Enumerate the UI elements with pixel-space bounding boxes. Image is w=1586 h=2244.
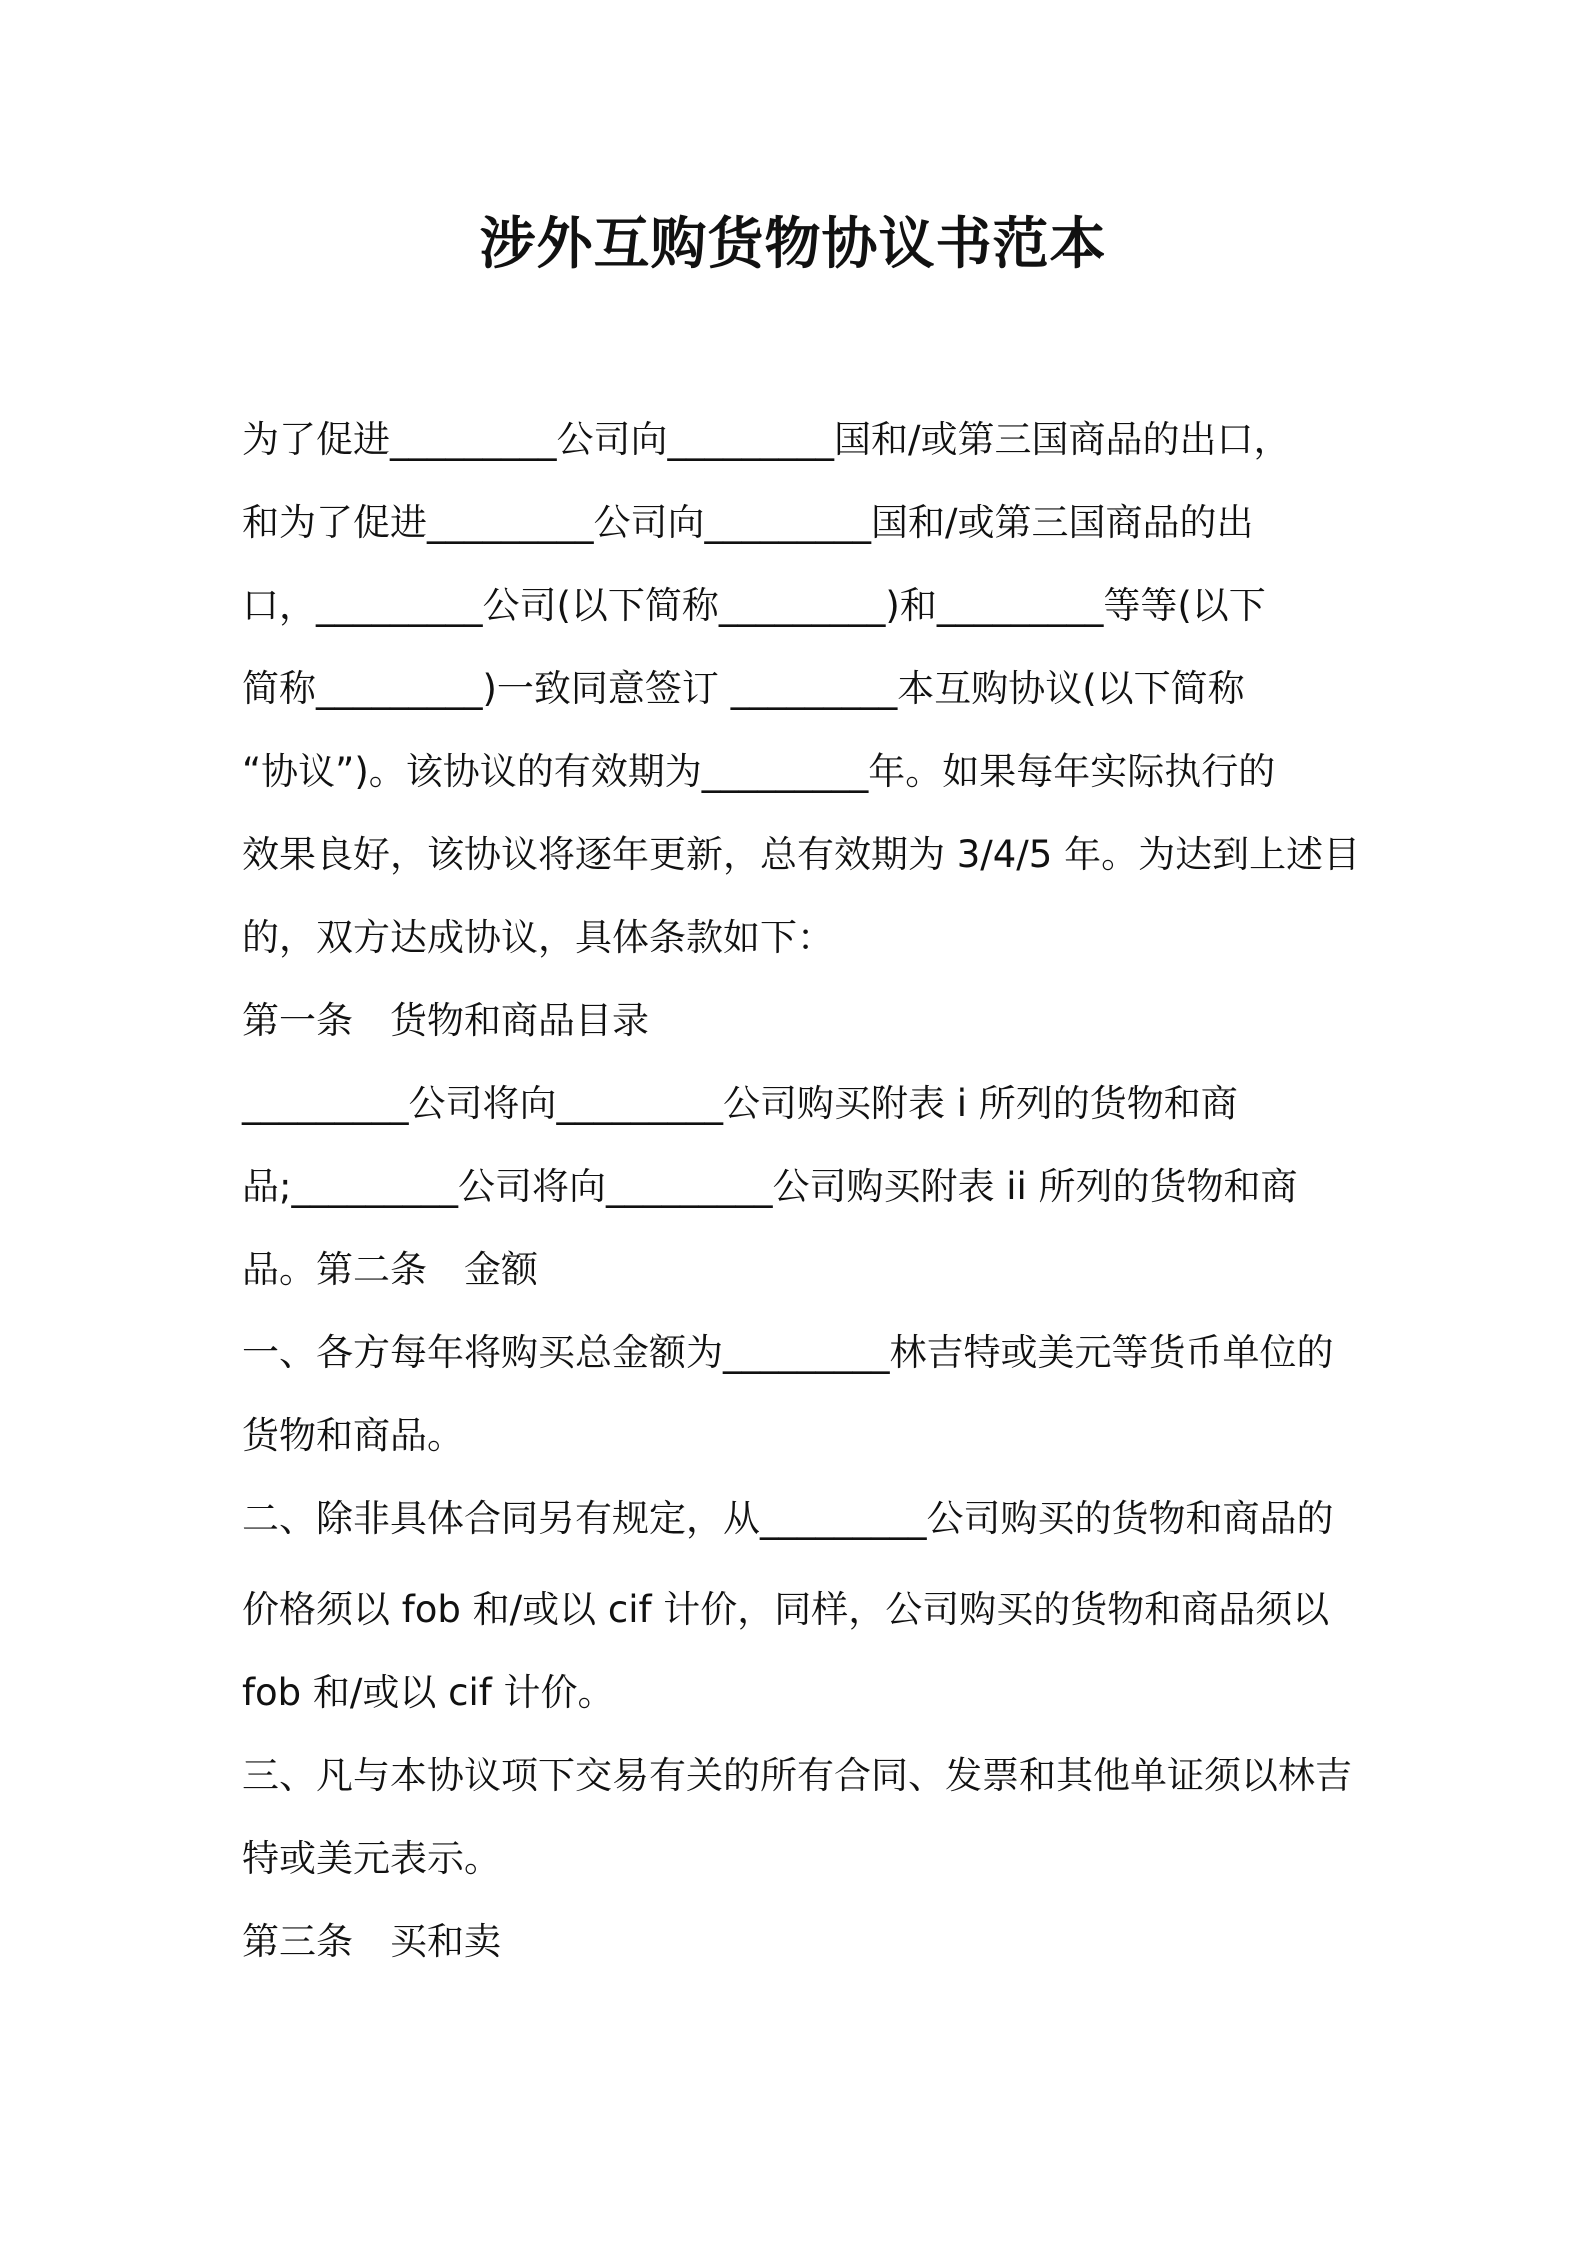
- article-heading: 第三条 买和卖: [242, 1920, 501, 1963]
- text-line: 品;_________公司将向_________公司购买附表 ii 所列的货物和商: [242, 1165, 1298, 1208]
- text-line: 口，_________公司(以下简称_________)和_________等等(以下: [242, 584, 1266, 627]
- text-line: 一、各方每年将购买总金额为_________林吉特或美元等货币单位的: [242, 1331, 1334, 1374]
- text-line: 二、除非具体合同另有规定，从_________公司购买的货物和商品的: [242, 1497, 1334, 1540]
- text-line: 为了促进_________公司向_________国和/或第三国商品的出口，: [242, 418, 1291, 461]
- text-line: 的，双方达成协议，具体条款如下：: [242, 916, 834, 959]
- text-line: 三、凡与本协议项下交易有关的所有合同、发票和其他单证须以林吉: [242, 1754, 1352, 1797]
- text-line: _________公司将向_________公司购买附表 i 所列的货物和商: [242, 1082, 1238, 1125]
- text-line: 货物和商品。: [242, 1414, 464, 1457]
- article-heading: 第一条 货物和商品目录: [242, 999, 649, 1042]
- text-line: 价格须以 fob 和/或以 cif 计价，同样，公司购买的货物和商品须以: [242, 1588, 1330, 1631]
- document-title: 涉外互购货物协议书范本: [479, 212, 1107, 277]
- text-line: 特或美元表示。: [242, 1837, 501, 1880]
- text-line: “协议”)。该协议的有效期为_________年。如果每年实际执行的: [242, 750, 1276, 793]
- text-line: 简称_________)一致同意签订 _________本互购协议(以下简称: [242, 667, 1245, 710]
- document-body: [242, 398, 1361, 1983]
- text-line: fob 和/或以 cif 计价。: [242, 1671, 615, 1714]
- text-line: 和为了促进_________公司向_________国和/或第三国商品的出: [242, 501, 1254, 544]
- text-line: 效果良好，该协议将逐年更新，总有效期为 3/4/5 年。为达到上述目: [242, 833, 1361, 876]
- text-line: 品。第二条 金额: [242, 1248, 538, 1291]
